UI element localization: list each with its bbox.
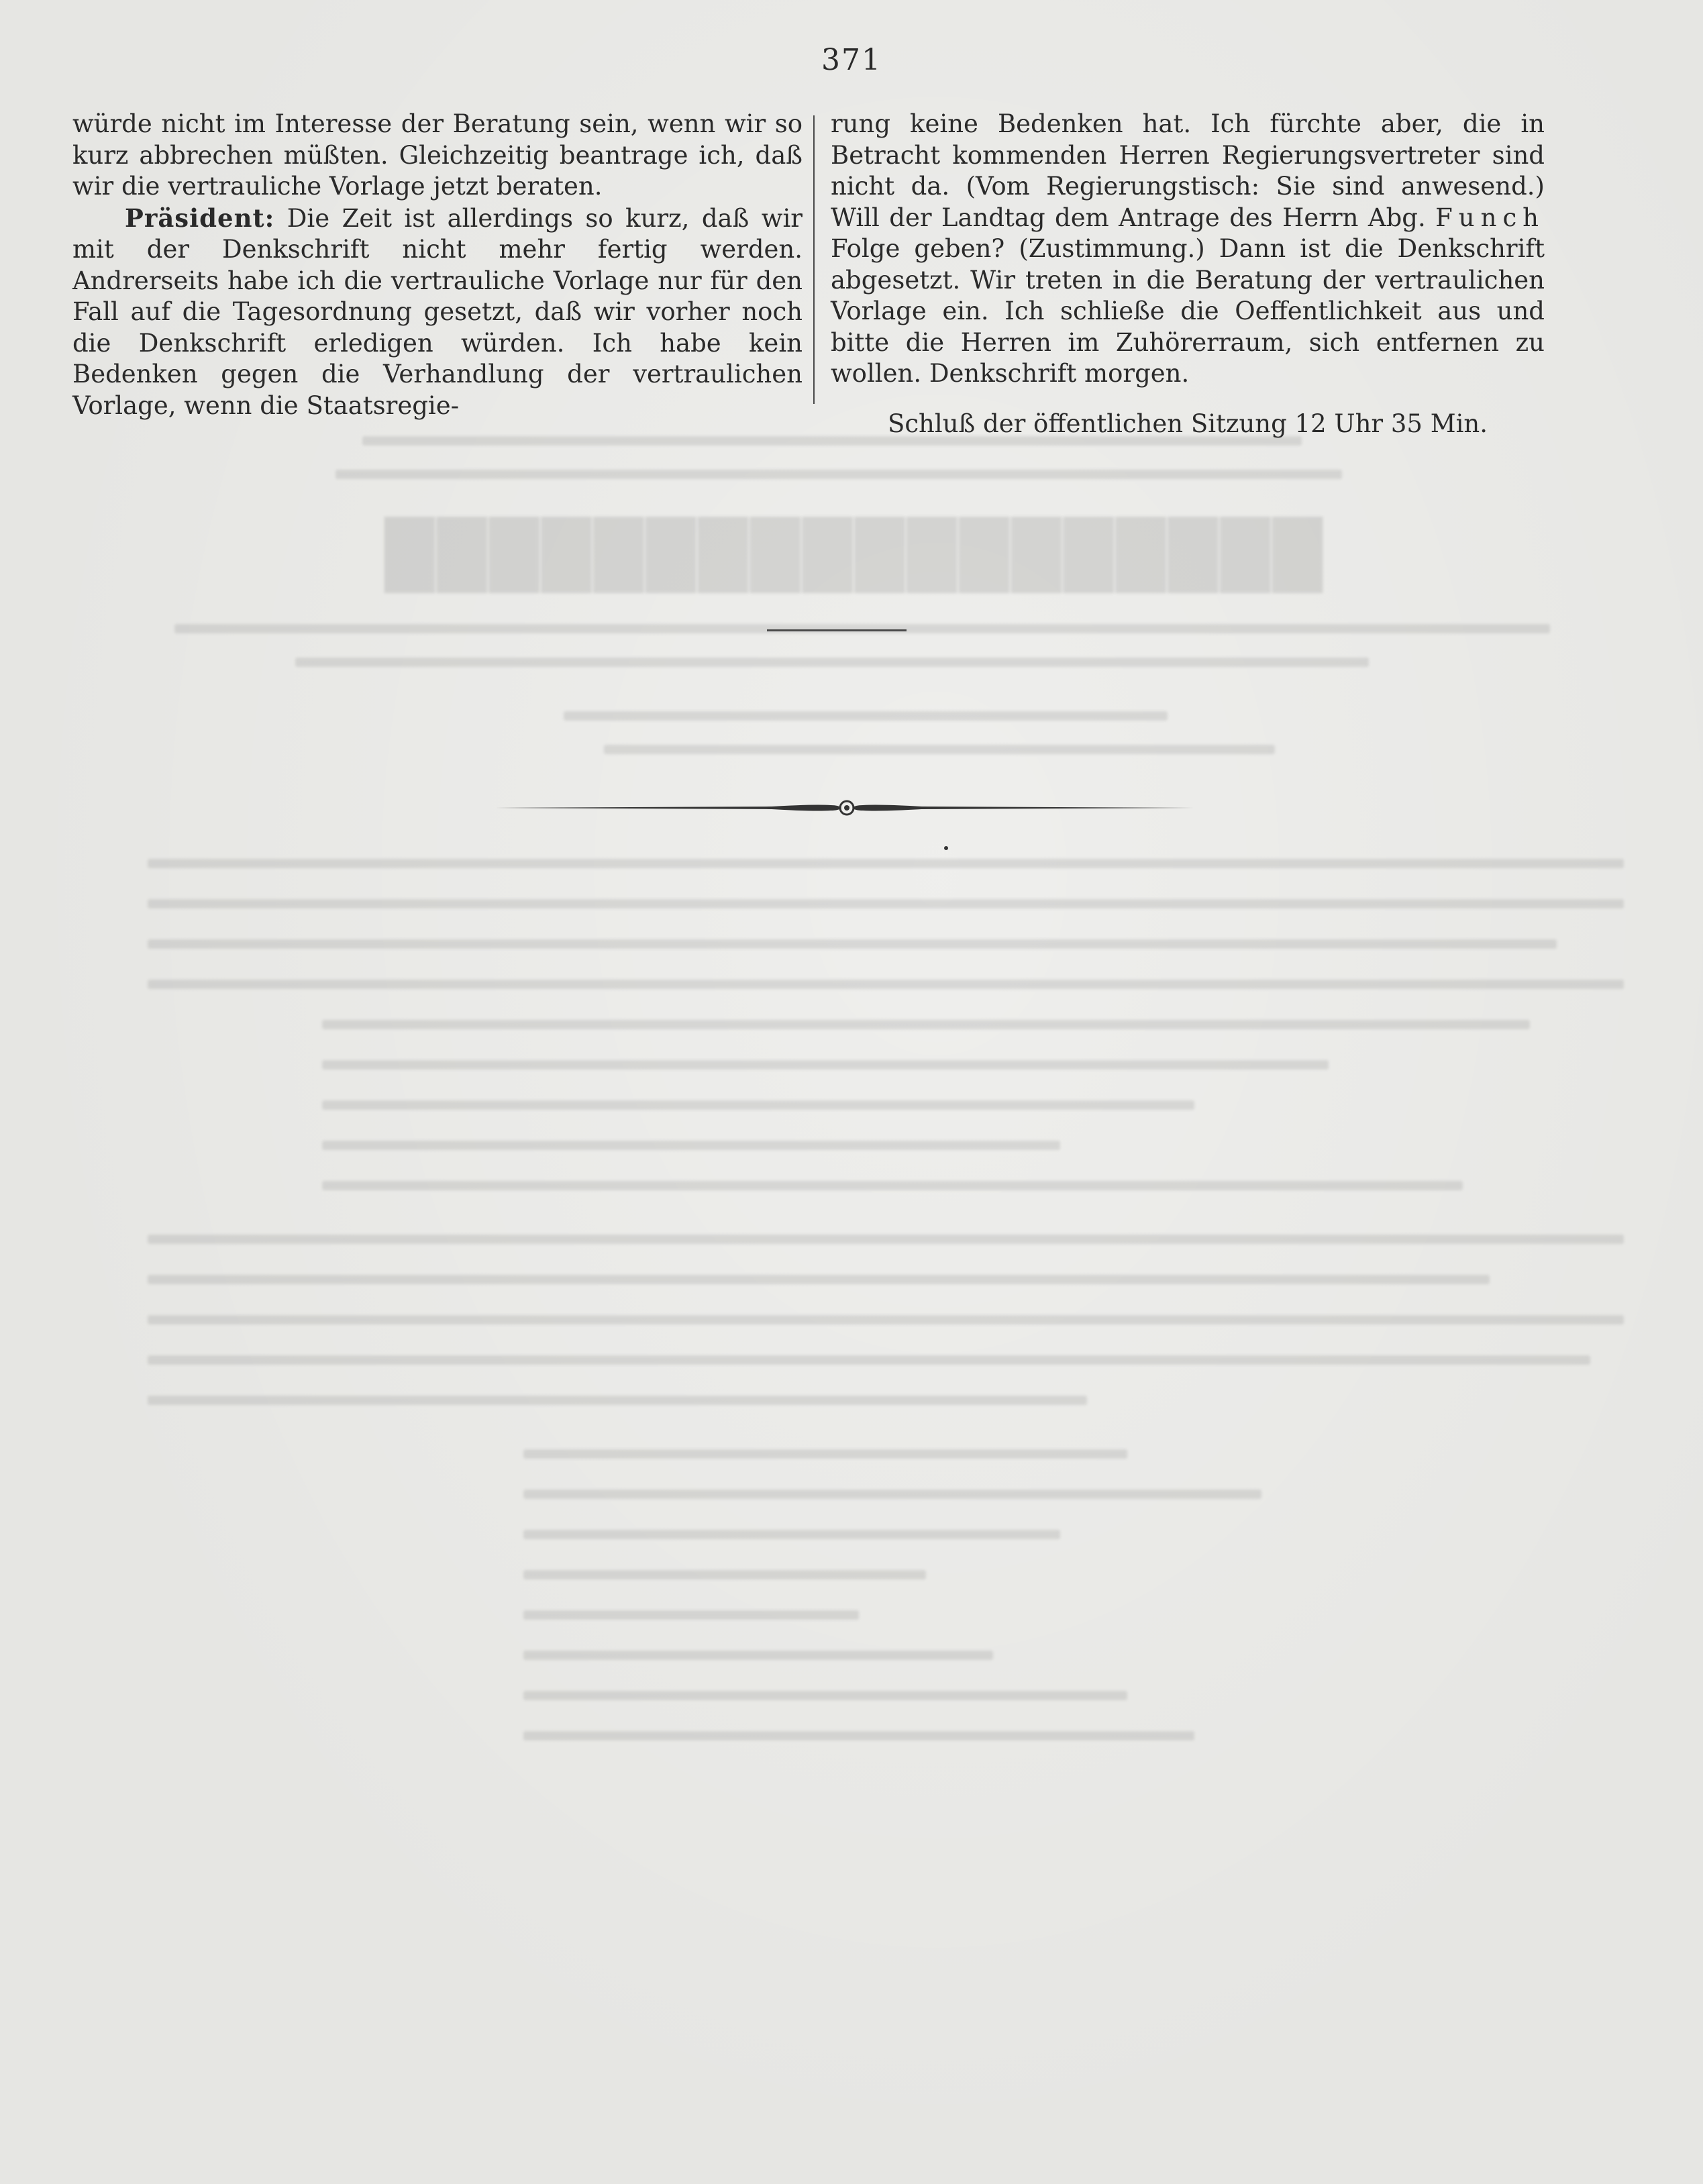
- right-column: [831, 109, 1545, 439]
- spaced-name: Funch: [1435, 203, 1545, 232]
- left-column: [72, 109, 803, 421]
- right-paragraph-1: [831, 109, 1545, 390]
- right-text-part-1: rung keine Bedenken hat. Ich fürchte aber, die in Betracht kommenden Herren Regierungsvertreter sind nicht da. (Vom Regierungstisch: Sie sind anwesend.) Will der Landtag dem Antrage des Herrn Abg.: [831, 109, 1545, 232]
- left-paragraph-1: würde nicht im Interesse der Beratung sein, wenn wir so kurz abbrechen müßten. Gleichzeitig beantrage ich, daß wir die vertrauliche Vorlage jetzt beraten.: [72, 109, 803, 201]
- speaker-label: Präsident:: [125, 203, 275, 233]
- right-text-part-2: Folge geben? (Zustimmung.) Dann ist die Denkschrift abgesetzt. Wir treten in die Beratung der vertraulichen Vorlage ein. Ich schließe die Oeffentlichkeit aus und bitte die Herren im Zuhörerraum, sich entfernen zu wollen. Denkschrift morgen.: [831, 234, 1545, 388]
- column-divider: [813, 115, 815, 404]
- page-number: 371: [821, 43, 882, 77]
- ink-dot: [944, 846, 948, 850]
- session-closing-line: Schluß der öffentlichen Sitzung 12 Uhr 35 Min.: [887, 409, 1488, 438]
- left-paragraph-2: [72, 203, 803, 422]
- speaker-statement: Die Zeit ist allerdings so kurz, daß wir mit der Denkschrift nicht mehr fertig werden. Andrerseits habe ich die vertrauliche Vorlage nur für den Fall auf die Tagesordnung gesetzt, daß wir vorher noch die Denkschrift erledigen würden. Ich habe kein Bedenken gegen die Verhandlung der vertraulichen Vorlage, wenn die Staatsregie-: [72, 203, 803, 420]
- ornamental-flourish: [495, 792, 1198, 824]
- bleed-through-texture: ██████████████████: [54, 429, 1651, 1906]
- section-rule: [767, 629, 907, 631]
